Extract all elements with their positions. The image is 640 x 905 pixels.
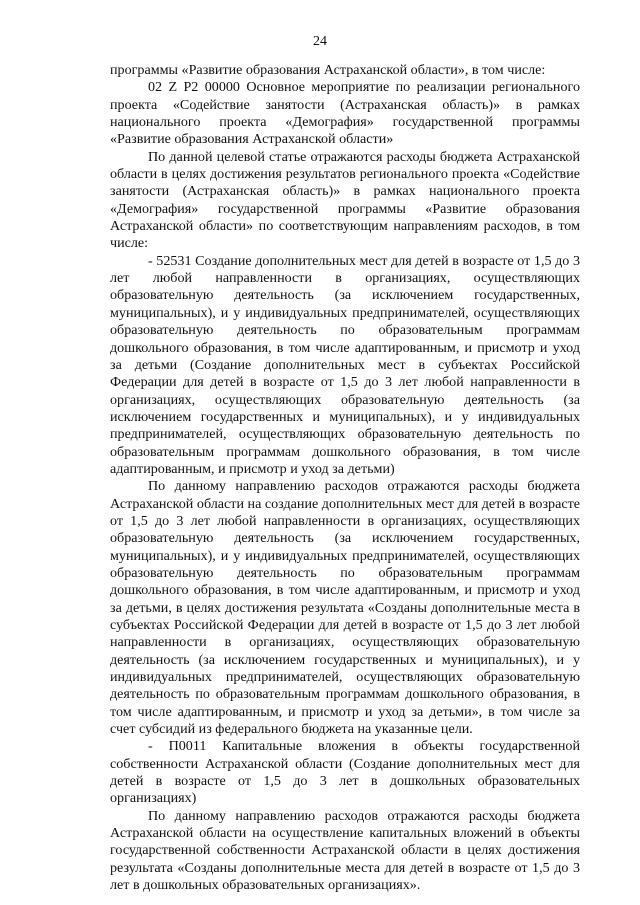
paragraph-target-article: По данной целевой статье отражаются расходы бюджета Астраханской области в целях достижения результатов регионального проекта «Содействие занятости (Астраханская область)» в рамках национального проекта «Демография» государственной программы «Развитие образования Астраханской области» по соответствующим направлениям расходов, в том числе: (110, 148, 580, 252)
paragraph-direction-p0011: - П0011 Капитальные вложения в объекты государственной собственности Астраханской области (Создание дополнительных мест для детей в возрасте от 1,5 до 3 лет в дошкольных образовательных организациях) (110, 738, 580, 807)
document-body (110, 62, 580, 895)
paragraph-main-activity: 02 Z P2 00000 Основное мероприятие по реализации регионального проекта «Содействие занятости (Астраханская область)» в рамках национального проекта «Демография» государственной программы «Развитие образования Астраханской области» (110, 79, 580, 148)
paragraph-direction-52531-description: По данному направлению расходов отражаются расходы бюджета Астраханской области на создание дополнительных мест для детей в возрасте от 1,5 до 3 лет любой направленности в организациях, осуществляющих образовательную деятельность (за исключением государственных, муниципальных), и у индивидуальных предпринимателей, осуществляющих образовательную деятельность по образовательным программам дошкольного образования, в том числе адаптированным, и присмотр и уход за детьми, в целях достижения результата «Созданы дополнительные места в субъектах Российской Федерации для детей в возрасте от 1,5 до 3 лет любой направленности в организациях, осуществляющих образовательную деятельность (за исключением государственных и муниципальных), и у индивидуальных предпринимателей, осуществляющих образовательную деятельность по образовательным программам дошкольного образования, в том числе адаптированным, и присмотр и уход за детьми», в том числе за счет субсидий из федерального бюджета на указанные цели. (110, 478, 580, 738)
paragraph-intro: программы «Развитие образования Астраханской области», в том числе: (110, 62, 546, 78)
paragraph-direction-p0011-description: По данному направлению расходов отражаются расходы бюджета Астраханской области на осуществление капитальных вложений в объекты государственной собственности Астраханской области в целях достижения результата «Созданы дополнительные места для детей в возрасте от 1,5 до 3 лет в дошкольных образовательных организациях». (110, 807, 580, 894)
page-number: 24 (313, 34, 327, 49)
paragraph-direction-52531: - 52531 Создание дополнительных мест для детей в возрасте от 1,5 до 3 лет любой направленности в организациях, осуществляющих образовательную деятельность (за исключением государственных, муниципальных), и у индивидуальных предпринимателей, осуществляющих образовательную деятельность по образовательным программам дошкольного образования, в том числе адаптированным, и присмотр и уход за детьми (Создание дополнительных мест в субъектах Российской Федерации для детей в возрасте от 1,5 до 3 лет любой направленности в организациях, осуществляющих образовательную деятельность (за исключением государственных и муниципальных), и у индивидуальных предпринимателей, осуществляющих образовательную деятельность по образовательным программам дошкольного образования, в том числе адаптированным, и присмотр и уход за детьми) (110, 252, 580, 477)
